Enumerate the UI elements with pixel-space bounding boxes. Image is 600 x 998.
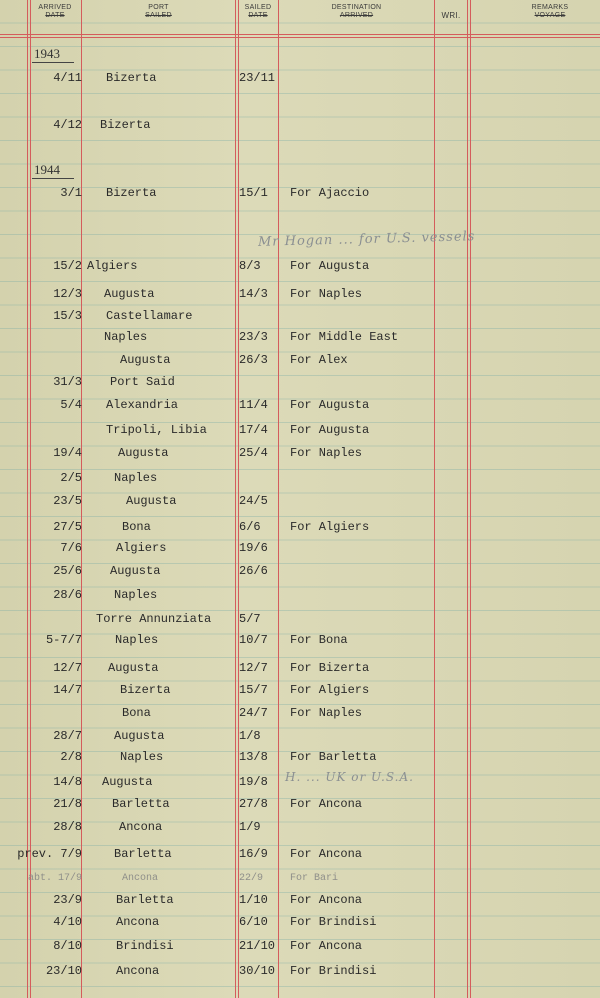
destination: For Augusta [290,398,370,412]
destination: For Ajaccio [290,186,370,200]
header-wri: WRI. [441,11,461,20]
port-name: Augusta [126,494,177,508]
destination: For Brindisi [290,915,377,929]
sailed-date: 22/9 [239,873,264,884]
arrived-date: 12/7 [53,661,82,675]
sailed-date: 6/10 [239,915,268,929]
arrived-date: 21/8 [53,797,82,811]
sailed-date: 1/8 [239,729,261,743]
arrived-date: 27/5 [53,520,82,534]
column-rule [235,0,236,998]
port-name: Barletta [116,893,174,907]
port-name: Bona [122,520,151,534]
header-destination: DESTINATION ARRIVED [331,4,382,19]
destination: For Bizerta [290,661,370,675]
column-rule [467,0,468,998]
destination: For Augusta [290,259,370,273]
sailed-date: 17/4 [239,423,268,437]
port-name: Bizerta [106,186,157,200]
port-name: Bona [122,706,151,720]
sailed-date: 6/6 [239,520,261,534]
port-name: Augusta [104,287,155,301]
port-name: Algiers [116,541,167,555]
arrived-date: 25/6 [53,564,82,578]
port-name: Naples [115,633,159,647]
year-label: 1943 [34,46,60,61]
sailed-date: 5/7 [239,612,261,626]
header-arrived: ARRIVED DATE [38,4,72,19]
arrived-date: 4/11 [53,71,82,85]
sailed-date: 23/3 [239,330,268,344]
destination: For Algiers [290,683,370,697]
header-rule [0,34,600,35]
port-name: Augusta [118,446,169,460]
arrived-date: 23/5 [53,494,82,508]
arrived-date: 23/10 [45,964,82,978]
arrived-date: 12/3 [53,287,82,301]
port-name: Ancona [122,873,159,884]
column-rule [278,0,279,998]
handwritten-note: H. ... UK or U.S.A. [285,770,414,784]
sailed-date: 15/7 [239,683,268,697]
header-port: PORT SAILED [145,4,172,19]
destination: For Bari [290,873,339,884]
sailed-date: 24/7 [239,706,268,720]
arrived-date: 4/12 [53,118,82,132]
port-name: Naples [114,471,158,485]
handwritten-note: Mr Hogan ... for U.S. vessels [257,229,476,250]
column-rule [434,0,435,998]
sailed-date: 13/8 [239,750,268,764]
year-label: 1944 [34,162,60,177]
port-name: Naples [114,588,158,602]
destination: For Naples [290,706,363,720]
port-name: Augusta [114,729,165,743]
sailed-date: 19/6 [239,541,268,555]
sailed-date: 14/3 [239,287,268,301]
arrived-date: 5/4 [60,398,82,412]
port-name: Augusta [108,661,159,675]
arrived-date: 2/5 [60,471,82,485]
port-name: Naples [104,330,148,344]
arrived-date: abt. 17/9 [27,873,82,884]
destination: For Algiers [290,520,370,534]
sailed-date: 11/4 [239,398,268,412]
port-name: Augusta [102,775,153,789]
destination: For Bona [290,633,348,647]
arrived-date: 23/9 [53,893,82,907]
sailed-date: 24/5 [239,494,268,508]
port-name: Bizerta [100,118,151,132]
arrived-date: 28/7 [53,729,82,743]
port-name: Bizerta [106,71,157,85]
destination: For Brindisi [290,964,377,978]
year-underline [32,178,74,179]
destination: For Naples [290,287,363,301]
port-name: Augusta [110,564,161,578]
arrived-date: 19/4 [53,446,82,460]
arrived-date: 3/1 [60,186,82,200]
sailed-date: 15/1 [239,186,268,200]
arrived-date: 31/3 [53,375,82,389]
sailed-date: 1/9 [239,820,261,834]
arrived-date: prev. 7/9 [17,847,82,861]
port-name: Ancona [116,964,160,978]
port-name: Barletta [114,847,172,861]
destination: For Ancona [290,847,363,861]
destination: For Ancona [290,797,363,811]
port-name: Barletta [112,797,170,811]
port-name: Ancona [119,820,163,834]
sailed-date: 26/3 [239,353,268,367]
sailed-date: 23/11 [239,71,276,85]
header-remarks: REMARKS VOYAGE [531,4,569,19]
sailed-date: 8/3 [239,259,261,273]
year-underline [32,62,74,63]
arrived-date: 2/8 [60,750,82,764]
sailed-date: 1/10 [239,893,268,907]
arrived-date: 28/6 [53,588,82,602]
port-name: Ancona [116,915,160,929]
port-name: Castellamare [106,309,193,323]
destination: For Alex [290,353,348,367]
sailed-date: 16/9 [239,847,268,861]
port-name: Algiers [87,259,138,273]
port-name: Port Said [110,375,175,389]
port-name: Torre Annunziata [96,612,212,626]
header-sailed: SAILED DATE [244,4,272,19]
column-rule [470,0,471,998]
port-name: Alexandria [106,398,179,412]
sailed-date: 12/7 [239,661,268,675]
arrived-date: 8/10 [53,939,82,953]
arrived-date: 15/3 [53,309,82,323]
arrived-date: 28/8 [53,820,82,834]
sailed-date: 27/8 [239,797,268,811]
port-name: Naples [120,750,164,764]
sailed-date: 10/7 [239,633,268,647]
destination: For Naples [290,446,363,460]
arrived-date: 5-7/7 [45,633,82,647]
port-name: Tripoli, Libia [106,423,207,437]
sailed-date: 30/10 [239,964,276,978]
port-name: Bizerta [120,683,171,697]
arrived-date: 14/8 [53,775,82,789]
destination: For Augusta [290,423,370,437]
arrived-date: 7/6 [60,541,82,555]
arrived-date: 15/2 [53,259,82,273]
sailed-date: 25/4 [239,446,268,460]
destination: For Middle East [290,330,399,344]
header-rule [0,37,600,38]
sailed-date: 19/8 [239,775,268,789]
sailed-date: 21/10 [239,939,276,953]
destination: For Barletta [290,750,377,764]
port-name: Augusta [120,353,171,367]
port-name: Brindisi [116,939,174,953]
sailed-date: 26/6 [239,564,268,578]
destination: For Ancona [290,939,363,953]
arrived-date: 4/10 [53,915,82,929]
destination: For Ancona [290,893,363,907]
arrived-date: 14/7 [53,683,82,697]
